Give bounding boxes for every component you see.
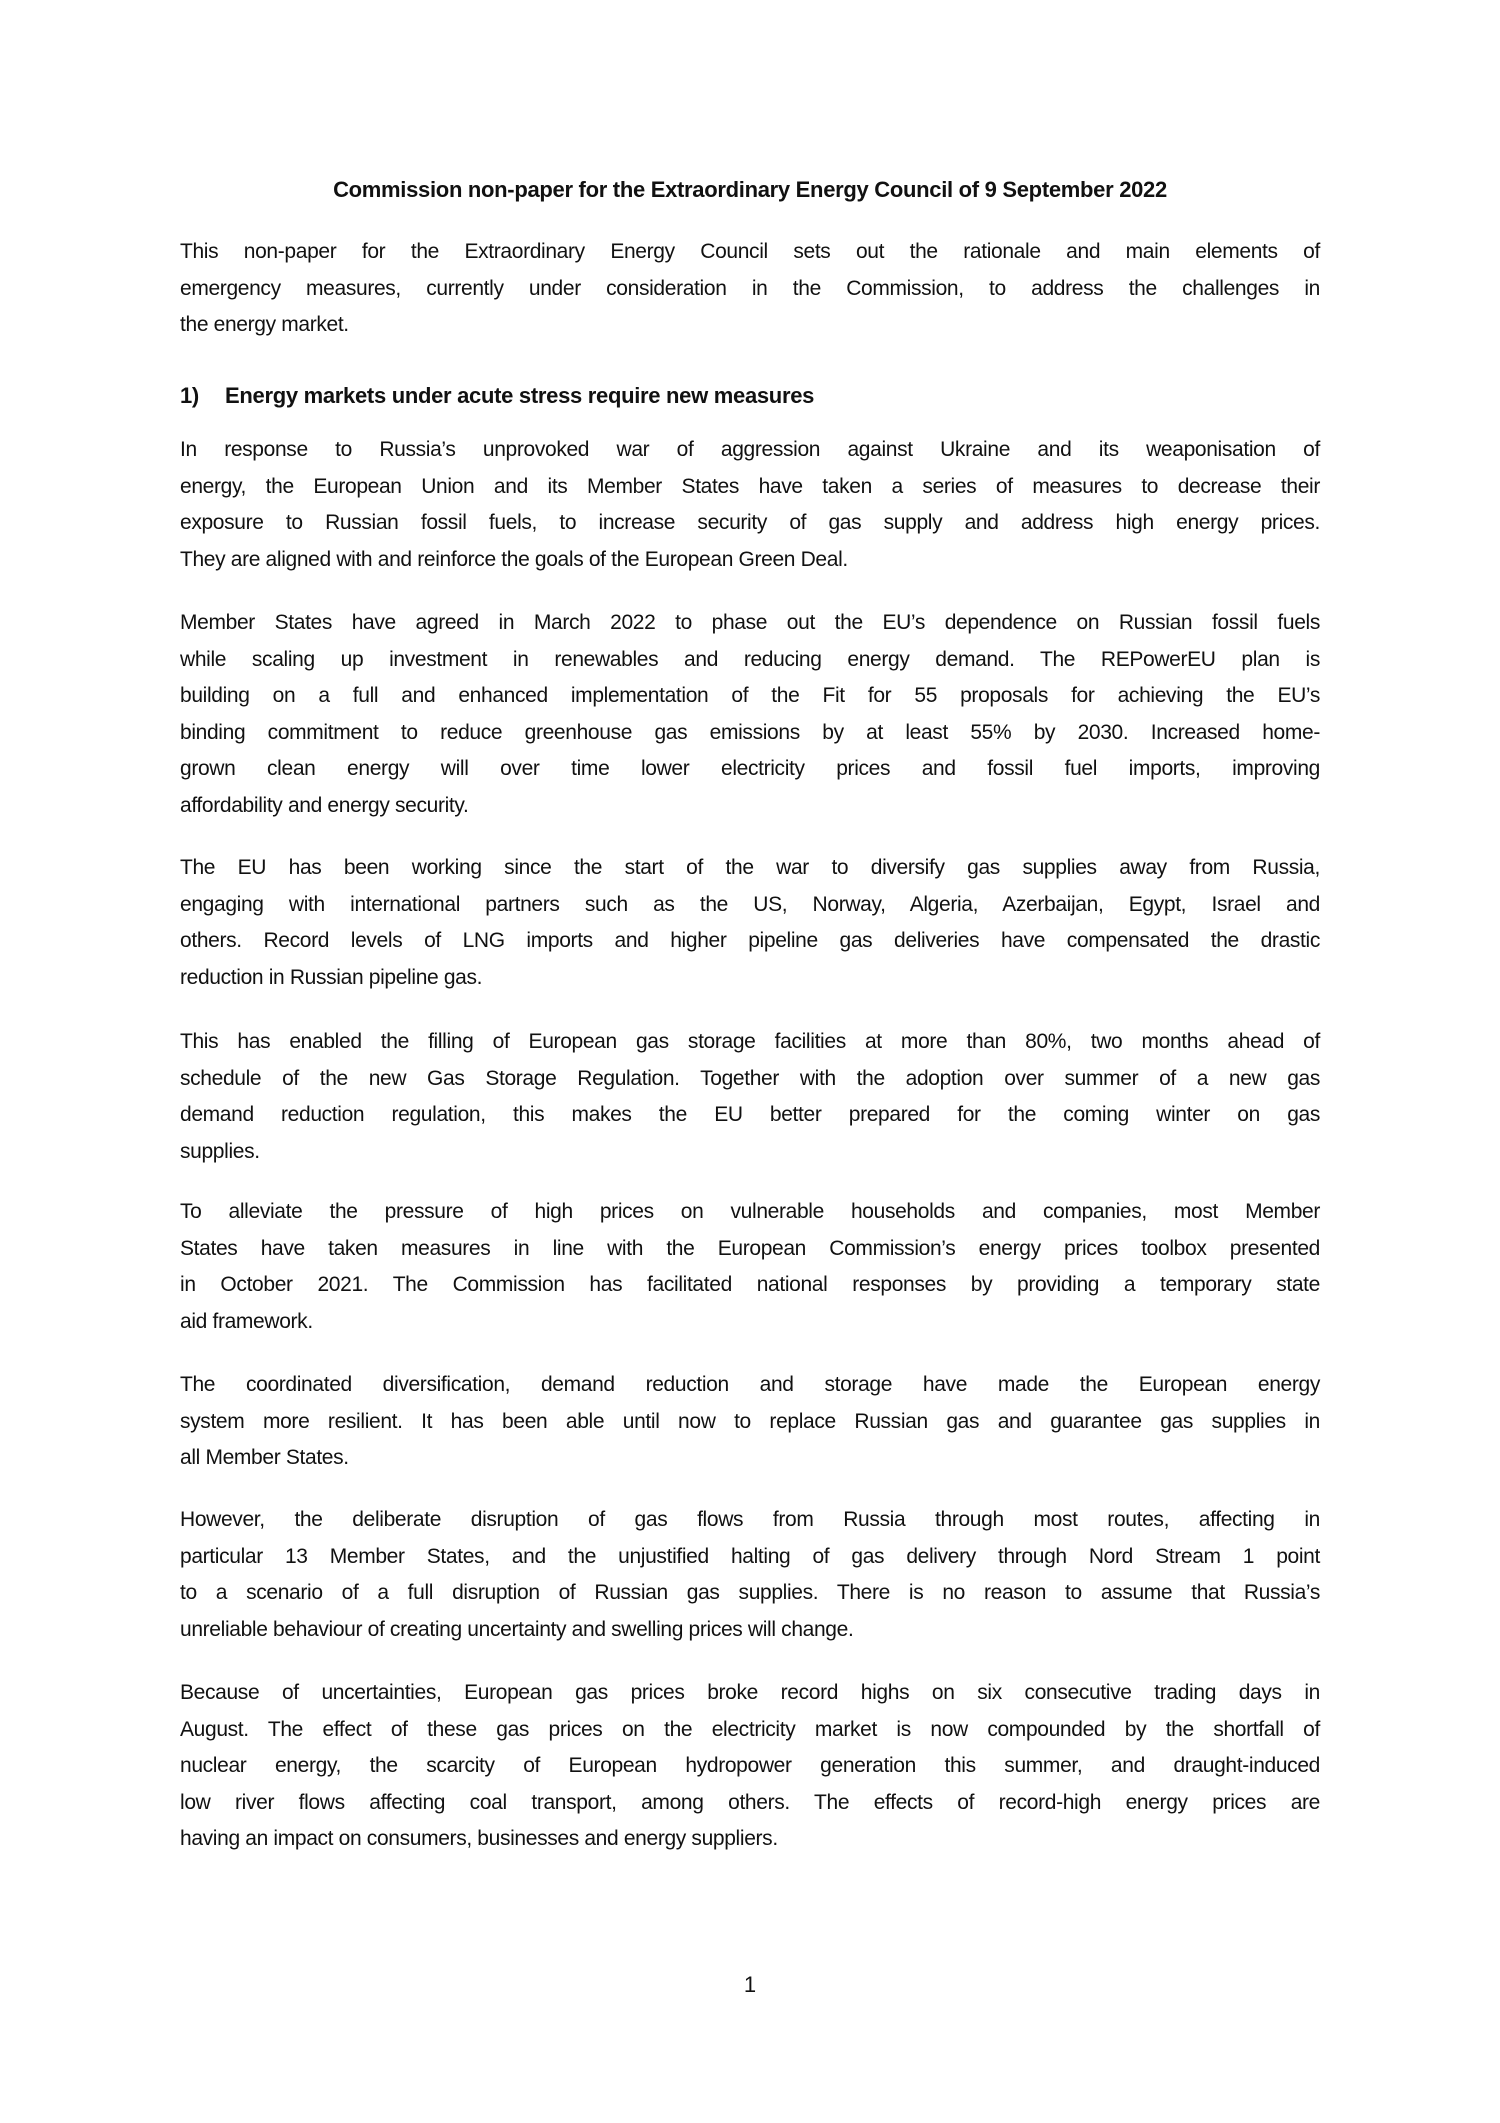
text-line: others. Record levels of LNG imports and higher pipeline gas deliveries have compensated the drastic bbox=[180, 929, 1320, 953]
text-line: grown clean energy will over time lower electricity prices and fossil fuel imports, improving bbox=[180, 757, 1320, 781]
paragraph bbox=[180, 850, 1320, 996]
text-line: States have taken measures in line with the European Commission’s energy prices toolbox presented bbox=[180, 1236, 1320, 1260]
text-line: low river flows affecting coal transport, among others. The effects of record-high energy prices are bbox=[180, 1790, 1320, 1814]
text-line: binding commitment to reduce greenhouse gas emissions by at least 55% by 2030. Increased home- bbox=[180, 720, 1320, 744]
text-line: emergency measures, currently under consideration in the Commission, to address the challenges in bbox=[180, 276, 1320, 300]
paragraph bbox=[180, 1194, 1320, 1340]
section-number: 1) bbox=[180, 383, 199, 408]
text-line: This non-paper for the Extraordinary Energy Council sets out the rationale and main elements of bbox=[180, 240, 1320, 263]
paragraph bbox=[180, 1502, 1320, 1648]
text-line: In response to Russia’s unprovoked war of aggression against Ukraine and its weaponisation of bbox=[180, 438, 1320, 461]
text-line: schedule of the new Gas Storage Regulation. Together with the adoption over summer of a new gas bbox=[180, 1066, 1320, 1090]
section-heading-text: Energy markets under acute stress require new measures bbox=[225, 383, 815, 408]
document-title: Commission non-paper for the Extraordinary Energy Council of 9 September 2022 bbox=[333, 177, 1167, 202]
text-line: in October 2021. The Commission has facilitated national responses by providing a temporary state bbox=[180, 1273, 1320, 1297]
text-line: unreliable behaviour of creating uncertainty and swelling prices will change. bbox=[180, 1617, 854, 1641]
text-line: the energy market. bbox=[180, 313, 349, 337]
section-heading bbox=[180, 378, 814, 414]
text-line: system more resilient. It has been able until now to replace Russian gas and guarantee gas supplies in bbox=[180, 1409, 1320, 1433]
intro-paragraph bbox=[180, 234, 1320, 344]
text-line: Because of uncertainties, European gas prices broke record highs on six consecutive trading days in bbox=[180, 1681, 1320, 1704]
text-line: exposure to Russian fossil fuels, to increase security of gas supply and address high energy prices. bbox=[180, 511, 1320, 535]
paragraph bbox=[180, 432, 1320, 578]
paragraph bbox=[180, 1675, 1320, 1858]
text-line: The coordinated diversification, demand reduction and storage have made the European energy bbox=[180, 1373, 1320, 1396]
text-line: This has enabled the filling of European gas storage facilities at more than 80%, two months ahead of bbox=[180, 1030, 1320, 1053]
text-line: demand reduction regulation, this makes the EU better prepared for the coming winter on gas bbox=[180, 1103, 1320, 1127]
text-line: They are aligned with and reinforce the goals of the European Green Deal. bbox=[180, 547, 848, 571]
paragraph bbox=[180, 1367, 1320, 1477]
text-line: having an impact on consumers, businesses and energy suppliers. bbox=[180, 1827, 778, 1851]
paragraph bbox=[180, 1024, 1320, 1170]
text-line: nuclear energy, the scarcity of European hydropower generation this summer, and draught-induced bbox=[180, 1754, 1320, 1778]
text-line: supplies. bbox=[180, 1139, 260, 1163]
text-line: reduction in Russian pipeline gas. bbox=[180, 965, 483, 989]
text-line: August. The effect of these gas prices on the electricity market is now compounded by the shortfall of bbox=[180, 1717, 1320, 1741]
text-line: To alleviate the pressure of high prices on vulnerable households and companies, most Member bbox=[180, 1200, 1320, 1223]
text-line: while scaling up investment in renewables and reducing energy demand. The REPowerEU plan is bbox=[180, 647, 1320, 671]
text-line: to a scenario of a full disruption of Russian gas supplies. There is no reason to assume that Russia’s bbox=[180, 1581, 1320, 1605]
text-line: building on a full and enhanced implementation of the Fit for 55 proposals for achieving the EU’s bbox=[180, 684, 1320, 708]
text-line: The EU has been working since the start of the war to diversify gas supplies away from Russia, bbox=[180, 856, 1320, 879]
paragraph bbox=[180, 605, 1320, 825]
text-line: particular 13 Member States, and the unjustified halting of gas delivery through Nord Stream 1 point bbox=[180, 1544, 1320, 1568]
text-line: energy, the European Union and its Member States have taken a series of measures to decrease their bbox=[180, 474, 1320, 498]
text-line: affordability and energy security. bbox=[180, 793, 469, 817]
page-number: 1 bbox=[743, 1972, 757, 1997]
text-line: Member States have agreed in March 2022 to phase out the EU’s dependence on Russian fossil fuels bbox=[180, 611, 1320, 634]
text-line: aid framework. bbox=[180, 1309, 313, 1333]
text-line: However, the deliberate disruption of gas flows from Russia through most routes, affecting in bbox=[180, 1508, 1320, 1531]
text-line: all Member States. bbox=[180, 1446, 349, 1470]
text-line: engaging with international partners such as the US, Norway, Algeria, Azerbaijan, Egypt, Israel and bbox=[180, 892, 1320, 916]
